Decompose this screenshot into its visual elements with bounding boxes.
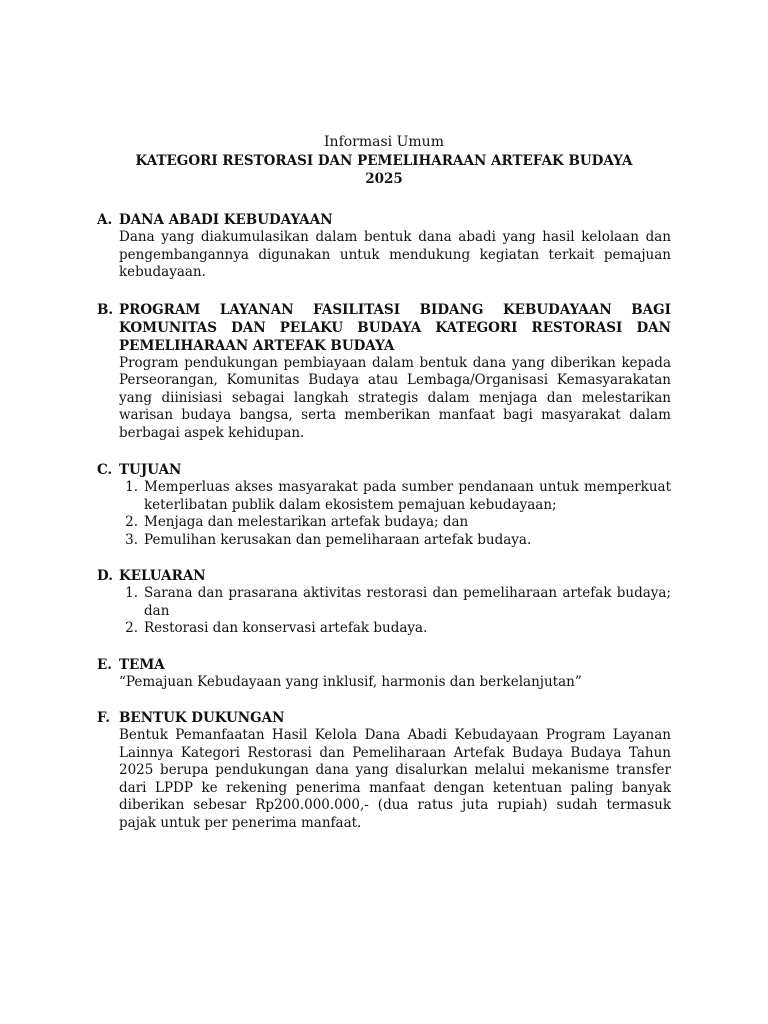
list-item: [119, 620, 671, 638]
section-letter: D.: [97, 568, 113, 584]
section-letter: F.: [97, 710, 110, 726]
section-e-body: “Pemajuan Kebudayaan yang inklusif, harmonis dan berkelanjutan”: [119, 673, 582, 690]
section-title: KELUARAN: [119, 568, 206, 584]
section-title: PROGRAM LAYANAN FASILITASI BIDANG KEBUDAYAAN BAGI KOMUNITAS DAN PELAKU BUDAYA KATEGORI RESTORASI DAN PEMELIHARAAN ARTEFAK BUDAYA: [119, 301, 671, 354]
list-item: [119, 514, 671, 532]
document-subtitle: Informasi Umum: [324, 134, 444, 150]
document-header: [97, 133, 671, 188]
section-title: TUJUAN: [119, 462, 182, 478]
section-letter: C.: [97, 462, 113, 478]
list-item: [119, 532, 671, 550]
section-a-heading: [97, 211, 671, 229]
section-a-body: Dana yang diakumulasikan dalam bentuk dana abadi yang hasil kelolaan dan pengembangannya digunakan untuk mendukung kegiatan terkait pemajuan kebudayaan.: [119, 229, 671, 280]
section-f-heading: [97, 709, 671, 727]
list-item-number: 3.: [125, 531, 138, 548]
section-letter: E.: [97, 656, 112, 673]
section-e-heading: [97, 656, 671, 674]
section-f: [97, 709, 671, 832]
section-f-body: Bentuk Pemanfaatan Hasil Kelola Dana Abadi Kebudayaan Program Layanan Lainnya Kategori Restorasi dan Pemeliharaan Artefak Budaya Budaya Tahun 2025 berupa pendukungan dana yang disalurkan melalui mekanisme transfer dari LPDP ke rekening penerima manfaat dengan ketentuan paling banyak diberikan sebesar Rp200.000.000,- (dua ratus juta rupiah) sudah termasuk pajak untuk per penerima manfaat.: [119, 727, 671, 831]
section-d-list: [119, 585, 671, 638]
section-c: [97, 461, 671, 549]
section-letter: B.: [97, 301, 114, 318]
section-b-heading: [97, 301, 671, 355]
list-item: [119, 585, 671, 620]
section-letter: A.: [97, 212, 113, 228]
section-b: [97, 301, 671, 443]
list-item-number: 1.: [125, 479, 138, 495]
document-title-line-1: KATEGORI RESTORASI DAN PEMELIHARAAN ARTEFAK BUDAYA: [135, 153, 633, 169]
section-title: BENTUK DUKUNGAN: [119, 710, 285, 726]
section-d-heading: [97, 567, 671, 585]
document-title-line-2: 2025: [365, 171, 403, 187]
list-item-text: Menjaga dan melestarikan artefak budaya; dan: [144, 514, 469, 530]
section-c-heading: [97, 461, 671, 479]
document-title: [97, 152, 671, 188]
list-item-number: 2.: [125, 620, 138, 636]
section-title: TEMA: [119, 656, 165, 673]
list-item-text: Pemulihan kerusakan dan pemeliharaan artefak budaya.: [144, 531, 532, 548]
section-c-list: [119, 479, 671, 549]
section-d: [97, 567, 671, 638]
list-item-text: Restorasi dan konservasi artefak budaya.: [144, 620, 428, 636]
section-b-body: Program pendukungan pembiayaan dalam bentuk dana yang diberikan kepada Perseorangan, Komunitas Budaya atau Lembaga/Organisasi Kemasyarakatan yang diinisiasi sebagai langkah strategis dalam menjaga dan melestarikan warisan budaya bangsa, serta memberikan manfaat bagi masyarakat dalam berbagai aspek kehidupan.: [119, 354, 671, 441]
list-item-number: 1.: [125, 585, 138, 601]
section-a: [97, 211, 671, 282]
section-e: [97, 656, 671, 692]
section-title: DANA ABADI KEBUDAYAAN: [119, 212, 333, 228]
list-item: [119, 479, 671, 514]
list-item-number: 2.: [125, 514, 138, 530]
list-item-text: Memperluas akses masyarakat pada sumber pendanaan untuk memperkuat keterlibatan publik dalam ekosistem pemajuan kebudayaan;: [144, 479, 671, 513]
list-item-text: Sarana dan prasarana aktivitas restorasi dan pemeliharaan artefak budaya; dan: [144, 585, 671, 619]
